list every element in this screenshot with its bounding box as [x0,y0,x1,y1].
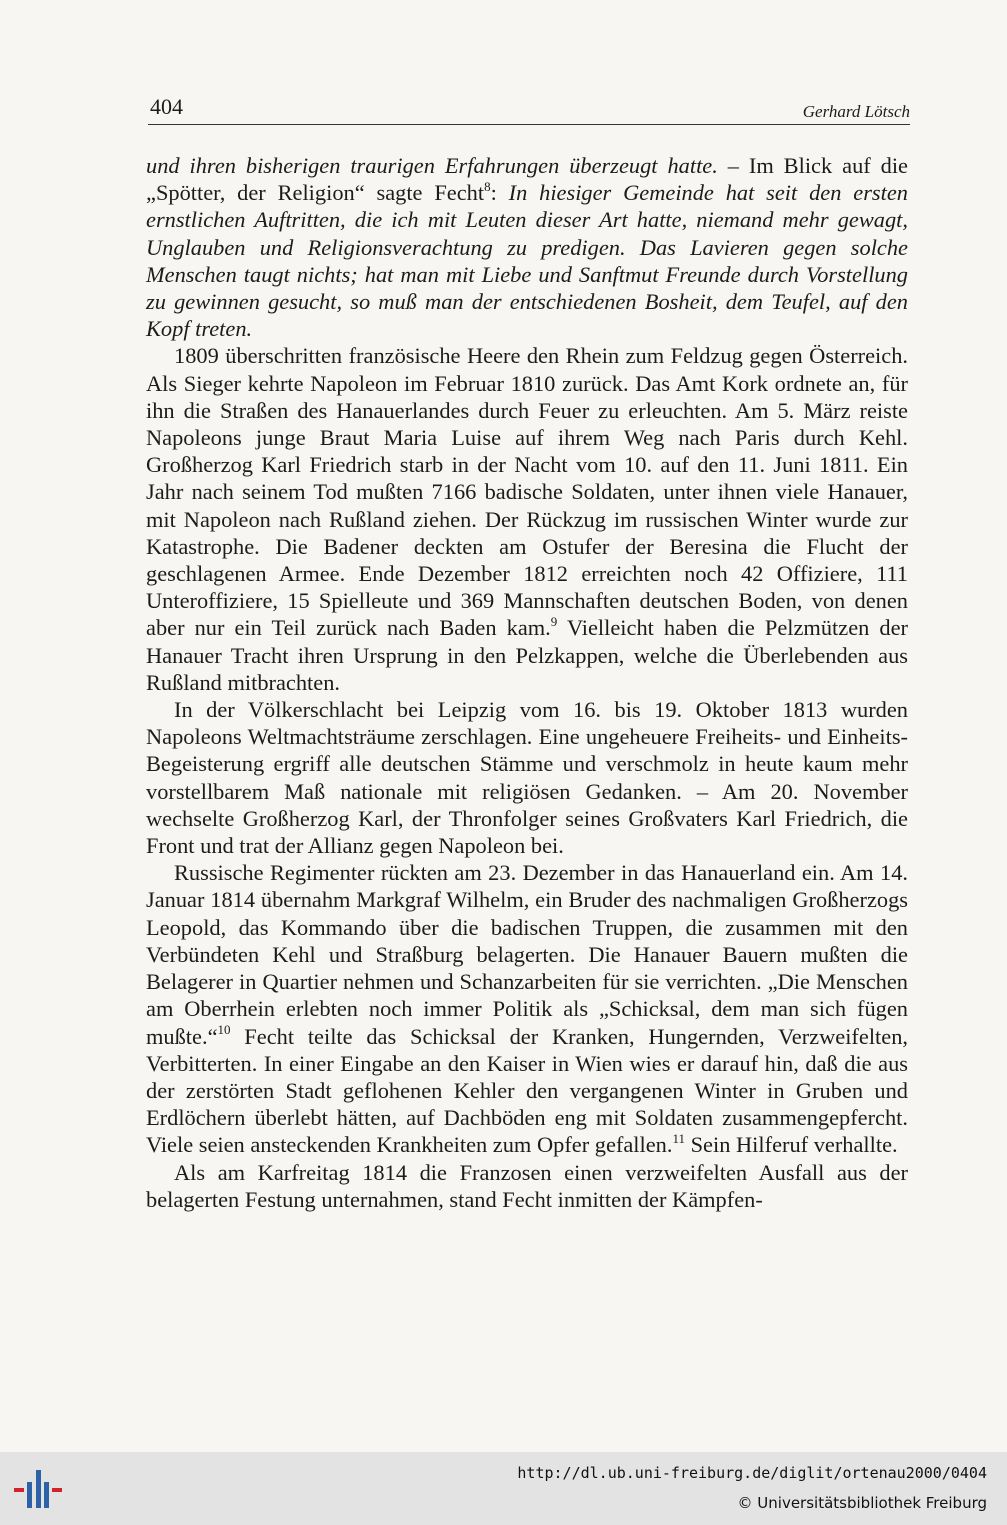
permalink-url[interactable]: http://dl.ub.uni-freiburg.de/diglit/ortenau2000/0404 [517,1464,987,1482]
paragraph-3: In der Völkerschlacht bei Leipzig vom 16. bis 19. Oktober 1813 wurden Napoleons Weltmachtsträume zerschlagen. Eine ungeheuere Freiheits- und Einheits-Begeisterung ergriff alle deutschen Stämme und verschmolz in heute kaum mehr vorstellbarem Maß nationale mit religiösen Gedanken. – Am 20. November wechselte Großherzog Karl, der Thronfolger seines Großvaters Karl Friedrich, die Front und trat der Allianz gegen Napoleon bei. [146,697,908,859]
copyright-notice: © Universitätsbibliothek Freiburg [737,1494,987,1512]
italic-quote: In hiesiger Gemeinde hat seit den ersten ernstlichen Auftritten, die ich mit Leuten dieser Art hatte, niemand mehr gewagt, Unglauben und Religionsverachtung zu predigen. Das Lavieren gegen solche Menschen taugt nichts; hat man mit Liebe und Sanftmut Freunde durch Vorstellung zu gewinnen gesucht, so muß man der entschiedenen Bosheit, dem Teufel, auf den Kopf treten. [146,180,908,342]
footnote-ref-9[interactable]: 9 [550,613,558,629]
footer-bar [0,1452,1007,1525]
body-text [146,152,908,1213]
page-header [148,94,910,125]
page-number: 404 [150,94,183,119]
paragraph-2: 1809 überschritten französische Heere den Rhein zum Feldzug gegen Österreich. Als Sieger kehrte Napoleon im Februar 1810 zurück. Das Amt Kork ordnete an, für ihn die Straßen des Hanauerlandes durch Feuer zu erleuchten. Am 5. März reiste Napoleons junge Braut Maria Luise auf ihrem Weg nach Paris durch Kehl. Großherzog Karl Friedrich starb in der Nacht vom 10. auf den 11. Juni 1811. Ein Jahr nach seinem Tod mußten 7166 badische Soldaten, unter ihnen viele Hanauer, mit Napoleon nach Rußland ziehen. Der Rückzug im russischen Winter wurde zur Katastrophe. Die Badener deckten am Ostufer der Beresina die Flucht der geschlagenen Armee. Ende Dezember 1812 erreichten noch 42 Offiziere, 111 Unteroffiziere, 15 Spielleute und 369 Mannschaften deutschen Boden, von denen aber nur ein Teil zurück nach Baden kam.$^9$ Vielleicht haben die Pelzmützen der Hanauer Tracht ihren Ursprung in den Pelzkappen, welche die Überlebenden aus Rußland mitbrachten. [146,343,908,695]
italic-quote: und ihren bisherigen traurigen Erfahrungen überzeugt hatte. [146,153,718,178]
footnote-ref-8[interactable]: 8 [484,178,491,194]
running-head-author: Gerhard Lötsch [802,102,910,121]
ub-freiburg-logo-icon[interactable] [12,1464,64,1514]
paragraph-4: Russische Regimenter rückten am 23. Dezember in das Hanauerland ein. Am 14. Januar 1814 übernahm Markgraf Wilhelm, ein Bruder des nachmaligen Großherzogs Leopold, das Kommando über die badischen Truppen, die zusammen mit den Verbündeten Kehl und Straßburg belagerten. Die Hanauer Bauern mußten die Belagerer in Quartier nehmen und Schanzarbeiten für sie verrichten. „Die Menschen am Oberrhein erlebten noch immer Politik als „Schicksal, dem man sich fügen mußte.“$^{10}$ Fecht teilte das Schicksal der Kranken, Hungernden, Verzweifelten, Verbitterten. In einer Eingabe an den Kaiser in Wien wies er darauf hin, daß die aus der zerstörten Stadt geflohenen Kehler den vergangenen Winter in Gruben und Erdlöchern überlebt hätten, auf Dachböden eng mit Soldaten zusammengepfercht. Viele seien ansteckenden Krankheiten zum Opfer gefallen.$^{11}$ Sein Hilferuf verhallte. [146,860,908,1158]
footnote-ref-11[interactable]: 11 [672,1130,685,1146]
paragraph-5: Als am Karfreitag 1814 die Franzosen einen verzweifelten Ausfall aus der belagerten Festung unternahmen, stand Fecht inmitten der Kämpfen- [146,1159,908,1212]
paragraph-1: und ihren bisherigen traurigen Erfahrungen überzeugt hatte. – Im Blick auf die „Spötter, der Religion“ sagte Fecht$^8$: In hiesiger Gemeinde hat seit den ersten ernstlichen Auftritten, die ich mit Leuten dieser Art hatte, niemand mehr gewagt, Unglauben und Religionsverachtung zu predigen. Das Lavieren gegen solche Menschen taugt nichts; hat man mit Liebe und Sanftmut Freunde durch Vorstellung zu gewinnen gesucht, so muß man der entschiedenen Bosheit, dem Teufel, auf den Kopf treten. [146,153,908,342]
footnote-ref-10[interactable]: 10 [217,1022,231,1038]
